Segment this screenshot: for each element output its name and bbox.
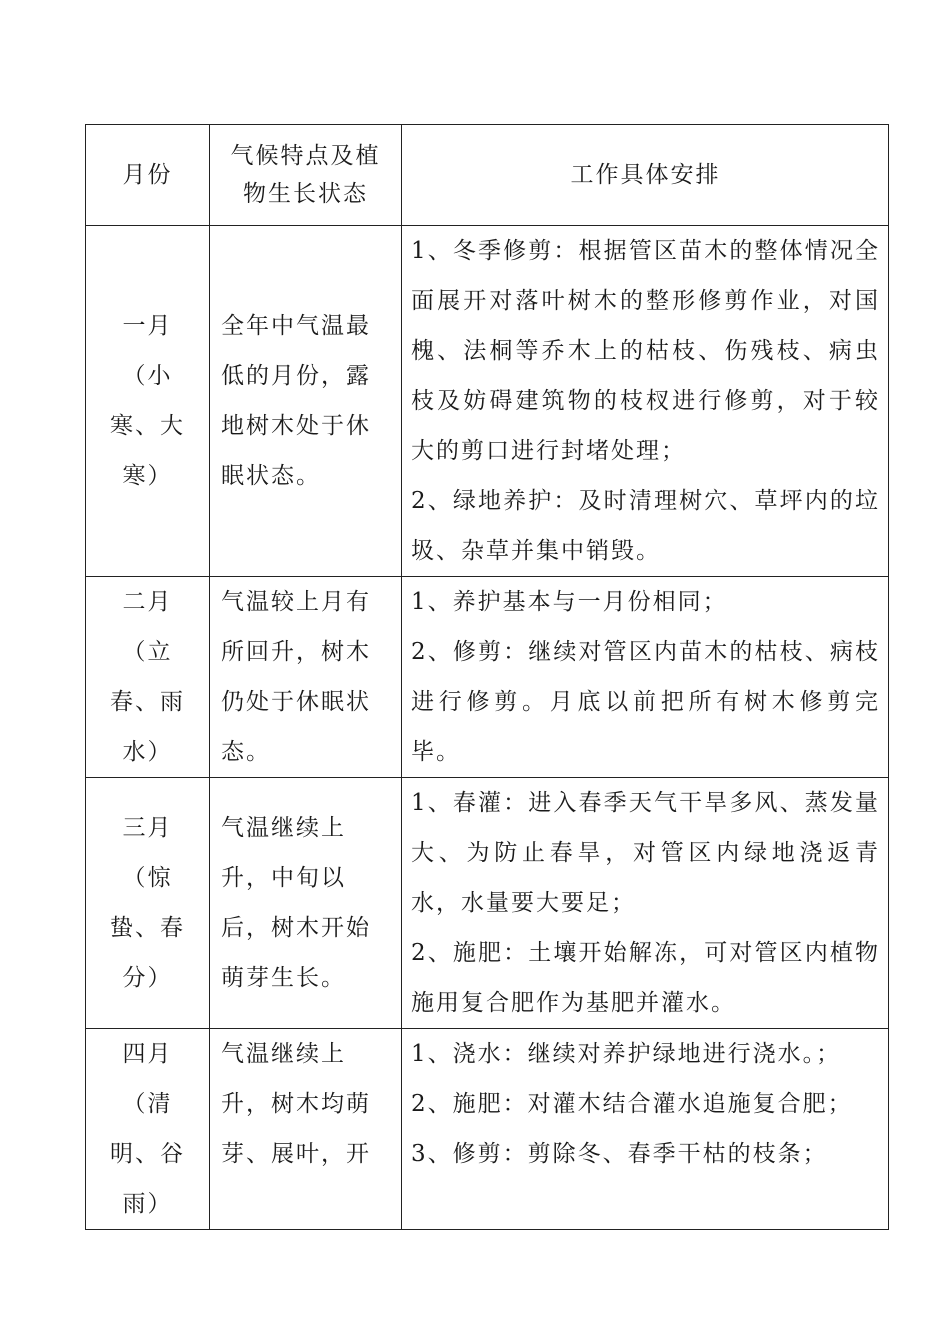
climate-cell: 气温继续上升，中旬以后，树木开始萌芽生长。 bbox=[210, 778, 402, 1029]
month-cell: 二月（立春、雨水） bbox=[86, 577, 210, 778]
maintenance-schedule-table bbox=[85, 124, 889, 1230]
work-cell bbox=[402, 226, 889, 577]
work-cell bbox=[402, 1029, 889, 1230]
work-item: 2、绿地养护：及时清理树穴、草坪内的垃圾、杂草并集中销毁。 bbox=[411, 488, 880, 564]
work-item: 1、冬季修剪：根据管区苗木的整体情况全面展开对落叶树木的整形修剪作业，对国槐、法桐等乔木上的枯枝、伤残枝、病虫枝及妨碍建筑物的枝杈进行修剪，对于较大的剪口进行封堵处理； bbox=[411, 238, 880, 464]
climate-cell: 气温较上月有所回升，树木仍处于休眠状态。 bbox=[210, 577, 402, 778]
month-cell: 三月（惊蛰、春分） bbox=[86, 778, 210, 1029]
work-item: 1、养护基本与一月份相同； bbox=[411, 589, 728, 615]
work-item: 2、修剪：继续对管区内苗木的枯枝、病枝进行修剪。月底以前把所有树木修剪完毕。 bbox=[411, 639, 880, 765]
work-item: 2、施肥：土壤开始解冻，可对管区内植物施用复合肥作为基肥并灌水。 bbox=[411, 940, 880, 1016]
climate-cell: 气温继续上升，树木均萌芽、展叶，开 bbox=[210, 1029, 402, 1230]
work-item: 3、修剪：剪除冬、春季干枯的枝条； bbox=[411, 1141, 828, 1167]
climate-cell: 全年中气温最低的月份，露地树木处于休眠状态。 bbox=[210, 226, 402, 577]
month-cell: 四月（清明、谷雨） bbox=[86, 1029, 210, 1230]
work-item: 1、浇水：继续对养护绿地进行浇水。； bbox=[411, 1041, 842, 1067]
table-row bbox=[86, 1029, 889, 1230]
header-climate: 气候特点及植物生长状态 bbox=[210, 125, 402, 226]
table-row bbox=[86, 577, 889, 778]
work-item: 2、施肥：对灌木结合灌水追施复合肥； bbox=[411, 1091, 853, 1117]
table-row bbox=[86, 778, 889, 1029]
work-cell bbox=[402, 778, 889, 1029]
table-header-row bbox=[86, 125, 889, 226]
work-cell bbox=[402, 577, 889, 778]
header-work: 工作具体安排 bbox=[402, 125, 889, 226]
table-row bbox=[86, 226, 889, 577]
month-cell: 一月（小寒、大寒） bbox=[86, 226, 210, 577]
header-month: 月份 bbox=[86, 125, 210, 226]
work-item: 1、春灌：进入春季天气干旱多风、蒸发量大、为防止春旱，对管区内绿地浇返青水，水量要大要足； bbox=[411, 790, 880, 916]
